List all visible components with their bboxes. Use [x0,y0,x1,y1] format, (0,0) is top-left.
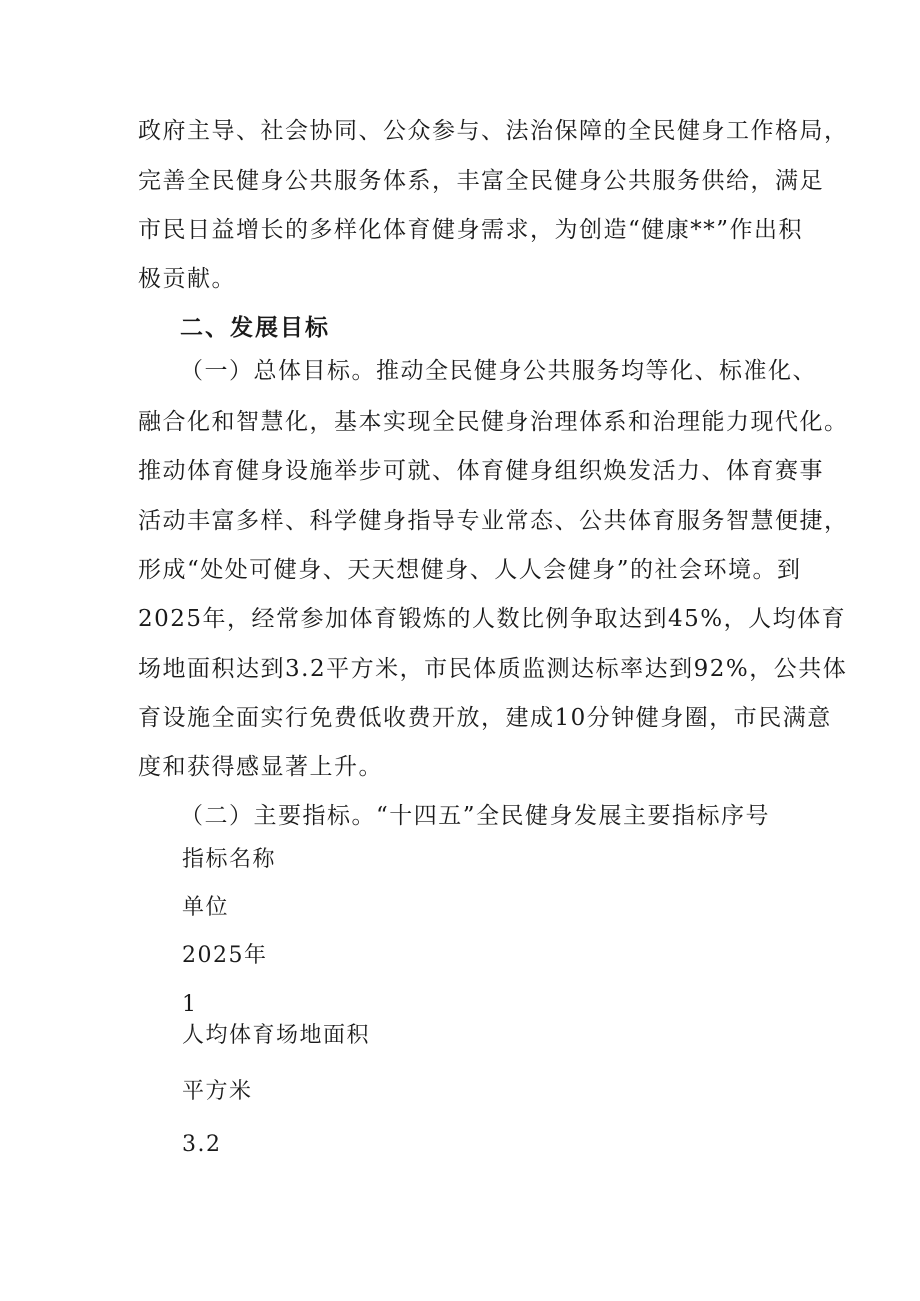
goal-line-2: 融合化和智慧化，基本实现全民健身治理体系和治理能力现代化。 [138,409,849,435]
indicator-header-name: 指标名称 [182,847,277,872]
indicators-intro: （二）主要指标。“十四五”全民健身发展主要指标序号 [180,803,771,829]
indicator-header-year: 2025年 [182,943,268,968]
intro-line-1: 政府主导、社会协同、公众参与、法治保障的全民健身工作格局， [138,118,849,144]
intro-line-4: 极贡献。 [138,266,236,292]
indicator-row-value: 3.2 [182,1132,222,1157]
section-heading: 二、发展目标 [180,315,330,341]
goal-line-5: 形成“处处可健身、天天想健身、人人会健身”的社会环境。到 [138,557,802,583]
goal-line-3: 推动体育健身设施举步可就、体育健身组织焕发活力、体育赛事 [138,458,824,484]
goal-line-1: （一）总体目标。推动全民健身公共服务均等化、标准化、 [180,358,817,384]
indicator-row-unit: 平方米 [182,1079,253,1104]
indicator-row-number: 1 [182,992,198,1017]
intro-line-3: 市民日益增长的多样化体育健身需求，为创造“健康**”作出积 [138,217,804,243]
goal-line-4: 活动丰富多样、科学健身指导专业常态、公共体育服务智慧便捷， [138,508,849,534]
goal-line-9: 度和获得感显著上升。 [138,754,383,780]
intro-line-2: 完善全民健身公共服务体系，丰富全民健身公共服务供给，满足 [138,168,824,194]
indicator-header-unit: 单位 [182,895,230,920]
goal-line-7: 场地面积达到3.2平方米，市民体质监测达标率达到92%，公共体 [138,656,848,682]
goal-line-6: 2025年，经常参加体育锻炼的人数比例争取达到45%，人均体育 [138,606,847,632]
goal-line-8: 育设施全面实行免费低收费开放，建成10分钟健身圈，市民满意 [138,705,832,731]
indicator-row-name: 人均体育场地面积 [182,1023,371,1048]
